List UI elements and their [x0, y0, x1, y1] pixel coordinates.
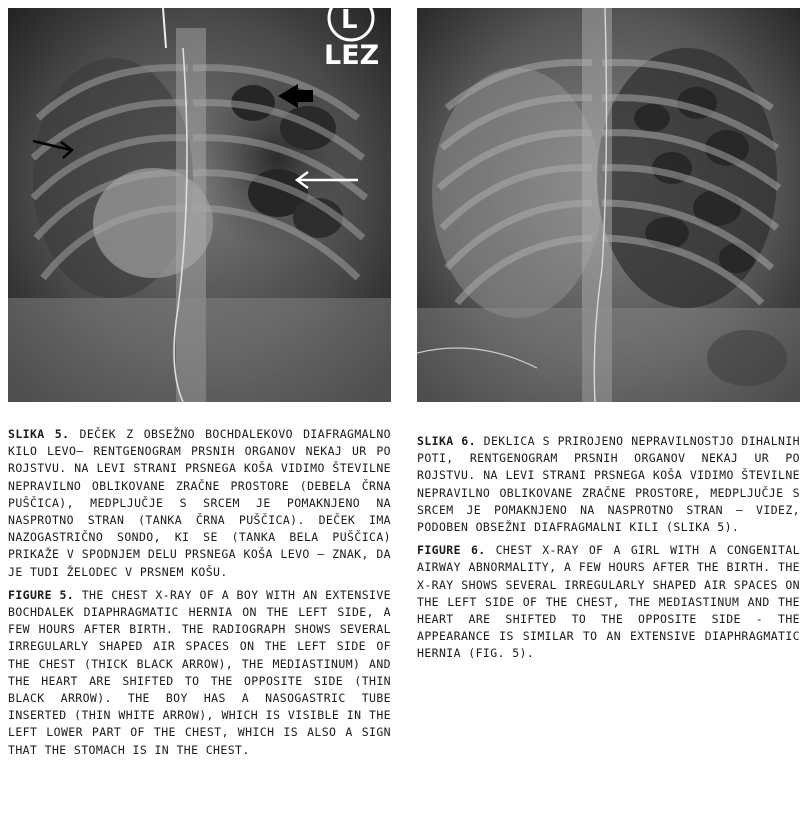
svg-text:L: L: [341, 8, 358, 35]
caption-sl-text: DEKLICA S PRIROJENO NEPRAVILNOSTJO DIHALNIH POTI, RENTGENOGRAM PRSNIH ORGANOV NEKAJ UR PO ROJSTVU. NA LEVI STRANI PRSNEGA KOŠA VIDIMO ŠTEVILNE NEPRAVILNO OBLIKOVANE ZRAČNE PROSTORE, MEDPLJUČJE S SRCEM JE POMAKNJENO NA NASPROTNO STRAN – VIDEZ, PODOBEN OBSEŽNI DIAFRAGMALNI KILI (SLIKA 5).: [417, 434, 800, 535]
figure-5: [8, 8, 391, 765]
chest-xray-6: [417, 8, 800, 402]
figure-5-caption: [8, 426, 391, 759]
chest-xray-5: [8, 8, 391, 402]
lez-marker-text: LEZ: [324, 40, 380, 71]
figure-6: [417, 8, 800, 669]
caption-en-label: FIGURE 5.: [8, 587, 75, 602]
xray-image-boy: [8, 8, 391, 402]
caption-sl-text: DEČEK Z OBSEŽNO BOCHDALEKOVO DIAFRAGMALNO KILO LEVO– RENTGENOGRAM PRSNIH ORGANOV NEKAJ UR PO ROJSTVU. NA LEVI STRANI PRSNEGA KOŠA VIDIMO ŠTEVILNE NEPRAVILNO OBLIKOVANE ZRAČNE PROSTORE (DEBELA ČRNA PUŠČICA), MEDPLJUČJE S SRCEM JE POMAKNJENO NA NASPROTNO STRAN (TANKA ČRNA PUŠČICA). DEČEK IMA NAZOGASTRIČNO SONDO, KI SE (TANKA BELA PUŠČICA) PRIKAŽE V SPODNJEM DELU PRSNEGA KOŠA LEVO – ZNAK, DA JE TUDI ŽELODEC V PRSNEM KOŠU.: [8, 427, 391, 579]
caption-en: [417, 542, 800, 662]
caption-sl: [8, 426, 391, 581]
caption-sl-label: SLIKA 5.: [8, 427, 70, 441]
caption-sl: [417, 433, 800, 536]
caption-en-label: FIGURE 6.: [417, 543, 486, 558]
caption-en-text: CHEST X-RAY OF A GIRL WITH A CONGENITAL AIRWAY ABNORMALITY, A FEW HOURS AFTER THE BIRTH. THE X-RAY SHOWS SEVERAL IRREGULARLY SHAPED AIR SPACES ON THE LEFT SIDE OF THE CHEST, THE MEDIASTINUM AND THE HEART ARE SHIFTED TO THE OPPOSITE SIDE - THE APPEARANCE IS SIMILAR TO AN EXTENSIVE DIAPHRAGMATIC HERNIA (FIG. 5).: [417, 543, 800, 661]
caption-sl-label: SLIKA 6.: [417, 434, 476, 448]
caption-en: [8, 587, 391, 759]
xray-image-girl: [417, 8, 800, 402]
figure-6-caption: [417, 433, 800, 663]
caption-en-text: THE CHEST X-RAY OF A BOY WITH AN EXTENSIVE BOCHDALEK DIAPHRAGMATIC HERNIA ON THE LEFT SIDE, A FEW HOURS AFTER BIRTH. THE RADIOGRAPH SHOWS SEVERAL IRREGULARLY SHAPED AIR SPACES ON THE LEFT SIDE OF THE CHEST (THICK BLACK ARROW), THE MEDIASTINUM) AND THE HEART ARE SHIFTED TO THE OPPOSITE SIDE (THIN BLACK ARROW). THE BOY HAS A NASOGASTRIC TUBE INSERTED (THIN WHITE ARROW), WHICH IS VISIBLE IN THE LEFT LOWER PART OF THE CHEST, WHICH IS ALSO A SIGN THAT THE STOMACH IS IN THE CHEST.: [8, 587, 392, 757]
